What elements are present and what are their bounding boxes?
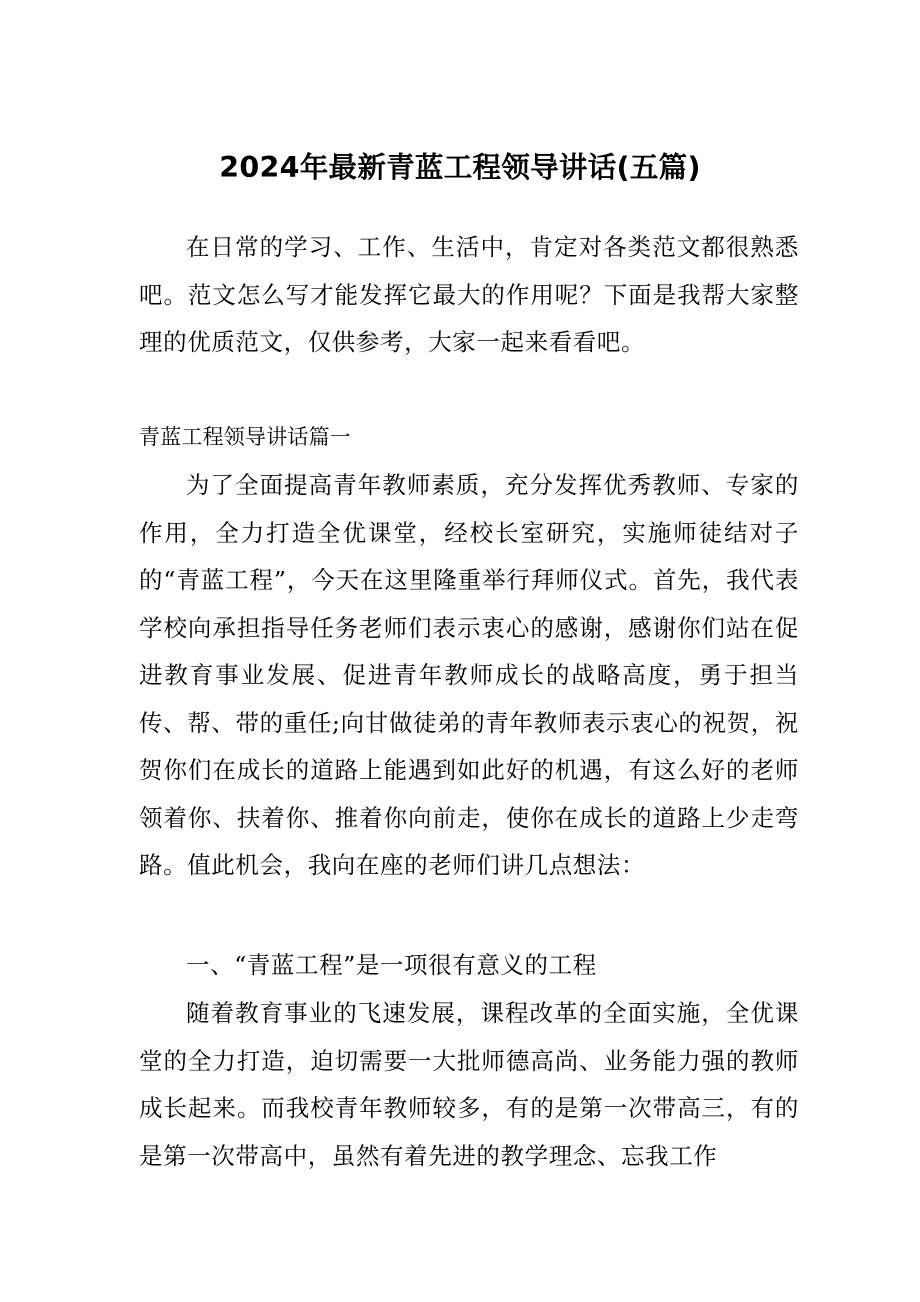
document-title: 2024年最新青蓝工程领导讲话(五篇) bbox=[219, 151, 701, 184]
intro-paragraph: 在日常的学习、工作、生活中，肯定对各类范文都很熟悉吧。范文怎么写才能发挥它最大的作用呢？下面是我帮大家整理的优质范文，仅供参考，大家一起来看看吧。 bbox=[139, 233, 799, 356]
body-paragraph-1: 为了全面提高青年教师素质，充分发挥优秀教师、专家的作用，全力打造全优课堂，经校长室研究，实施师徒结对子的“青蓝工程”，今天在这里隆重举行拜师仪式。首先，我代表学校向承担指导任务老师们表示衷心的感谢，感谢你们站在促进教育事业发展、促进青年教师成长的战略高度，勇于担当传、帮、带的重任;向甘做徒弟的青年教师表示衷心的祝贺，祝贺你们在成长的道路上能遇到如此好的机遇，有这么好的老师领着你、扶着你、推着你向前走，使你在成长的道路上少走弯路。值此机会，我向在座的老师们讲几点想法： bbox=[139, 471, 799, 879]
body-paragraph-3: 随着教育事业的飞速发展，课程改革的全面实施，全优课堂的全力打造，迫切需要一大批师德高尚、业务能力强的教师成长起来。而我校青年教师较多，有的是第一次带高三，有的是第一次带高中，虽然有着先进的教学理念、忘我工作 bbox=[139, 999, 799, 1170]
body-paragraph-2: 一、“青蓝工程”是一项很有意义的工程 bbox=[186, 951, 597, 979]
section-heading: 青蓝工程领导讲话篇一 bbox=[139, 425, 351, 449]
